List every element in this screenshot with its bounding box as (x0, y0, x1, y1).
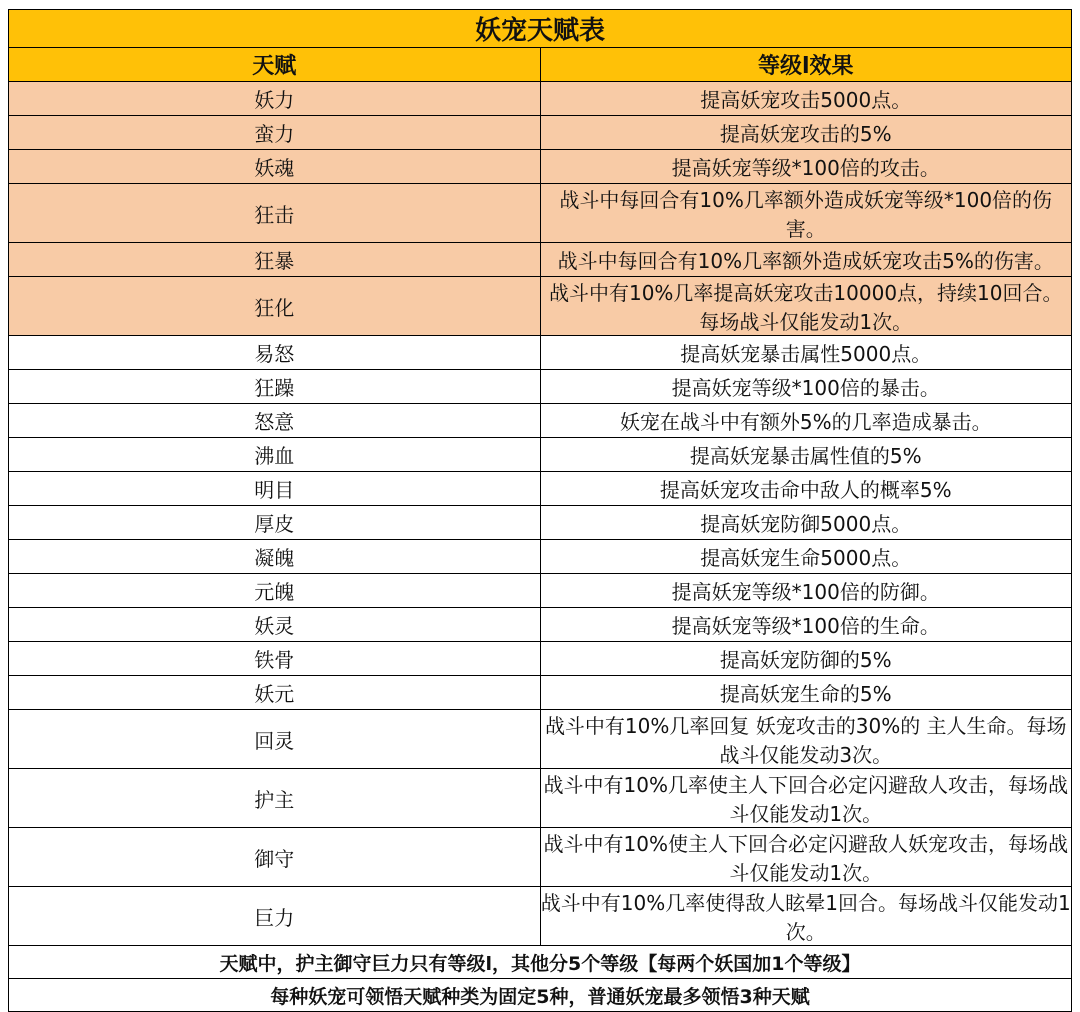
note-row (9, 946, 1072, 979)
talent-effect: 提高妖宠生命的5% (540, 676, 1072, 710)
table-row (9, 370, 1072, 404)
table-row (9, 676, 1072, 710)
talent-name: 狂击 (9, 184, 541, 243)
talent-effect: 战斗中每回合有10%几率额外造成妖宠攻击5%的伤害。 (540, 243, 1072, 277)
talent-effect: 战斗中有10%几率使得敌人眩晕1回合。每场战斗仅能发动1次。 (540, 887, 1072, 946)
table-title-row (9, 10, 1072, 48)
talent-name: 回灵 (9, 710, 541, 769)
table-row (9, 540, 1072, 574)
talent-effect: 提高妖宠攻击5000点。 (540, 82, 1072, 116)
talent-effect: 提高妖宠防御5000点。 (540, 506, 1072, 540)
talent-name: 明目 (9, 472, 541, 506)
talent-effect: 提高妖宠攻击的5% (540, 116, 1072, 150)
table-row (9, 277, 1072, 336)
table-row (9, 438, 1072, 472)
talent-effect: 妖宠在战斗中有额外5%的几率造成暴击。 (540, 404, 1072, 438)
talent-effect: 提高妖宠暴击属性值的5% (540, 438, 1072, 472)
talent-name: 妖灵 (9, 608, 541, 642)
table-title: 妖宠天赋表 (9, 10, 1072, 48)
talent-name: 怒意 (9, 404, 541, 438)
talent-name: 凝魄 (9, 540, 541, 574)
talent-table-container (8, 9, 1072, 1012)
table-row (9, 828, 1072, 887)
talent-name: 狂暴 (9, 243, 541, 277)
talent-effect: 提高妖宠暴击属性5000点。 (540, 336, 1072, 370)
table-row (9, 82, 1072, 116)
talent-effect: 提高妖宠等级*100倍的攻击。 (540, 150, 1072, 184)
note-row (9, 979, 1072, 1012)
table-row (9, 116, 1072, 150)
table-header-row (9, 48, 1072, 82)
talent-name: 元魄 (9, 574, 541, 608)
talent-effect: 战斗中有10%使主人下回合必定闪避敌人妖宠攻击，每场战斗仅能发动1次。 (540, 828, 1072, 887)
talent-effect: 提高妖宠生命5000点。 (540, 540, 1072, 574)
talent-effect: 提高妖宠防御的5% (540, 642, 1072, 676)
talent-name: 铁骨 (9, 642, 541, 676)
table-row (9, 150, 1072, 184)
table-row (9, 710, 1072, 769)
table-row (9, 887, 1072, 946)
talent-name: 御守 (9, 828, 541, 887)
table-row (9, 769, 1072, 828)
talent-effect: 提高妖宠攻击命中敌人的概率5% (540, 472, 1072, 506)
talent-name: 厚皮 (9, 506, 541, 540)
header-talent: 天赋 (9, 48, 541, 82)
table-row (9, 243, 1072, 277)
note-text: 天赋中，护主御守巨力只有等级l，其他分5个等级【每两个妖国加1个等级】 (9, 946, 1072, 979)
talent-effect: 提高妖宠等级*100倍的生命。 (540, 608, 1072, 642)
talent-effect: 战斗中有10%几率提高妖宠攻击10000点，持续10回合。每场战斗仅能发动1次。 (540, 277, 1072, 336)
header-level-effect: 等级l效果 (540, 48, 1072, 82)
table-row (9, 506, 1072, 540)
talent-name: 狂躁 (9, 370, 541, 404)
table-row (9, 608, 1072, 642)
talent-effect: 提高妖宠等级*100倍的防御。 (540, 574, 1072, 608)
talent-table (8, 9, 1072, 1012)
talent-name: 沸血 (9, 438, 541, 472)
note-text: 每种妖宠可领悟天赋种类为固定5种，普通妖宠最多领悟3种天赋 (9, 979, 1072, 1012)
talent-effect: 战斗中有10%几率回复 妖宠攻击的30%的 主人生命。每场战斗仅能发动3次。 (540, 710, 1072, 769)
talent-effect: 战斗中有10%几率使主人下回合必定闪避敌人攻击，每场战斗仅能发动1次。 (540, 769, 1072, 828)
talent-name: 蛮力 (9, 116, 541, 150)
talent-name: 狂化 (9, 277, 541, 336)
table-row (9, 404, 1072, 438)
talent-effect: 战斗中每回合有10%几率额外造成妖宠等级*100倍的伤害。 (540, 184, 1072, 243)
table-row (9, 642, 1072, 676)
table-row (9, 184, 1072, 243)
talent-name: 妖元 (9, 676, 541, 710)
table-row (9, 336, 1072, 370)
talent-effect: 提高妖宠等级*100倍的暴击。 (540, 370, 1072, 404)
talent-name: 妖力 (9, 82, 541, 116)
talent-name: 易怒 (9, 336, 541, 370)
talent-name: 妖魂 (9, 150, 541, 184)
table-row (9, 472, 1072, 506)
talent-name: 护主 (9, 769, 541, 828)
table-row (9, 574, 1072, 608)
talent-name: 巨力 (9, 887, 541, 946)
